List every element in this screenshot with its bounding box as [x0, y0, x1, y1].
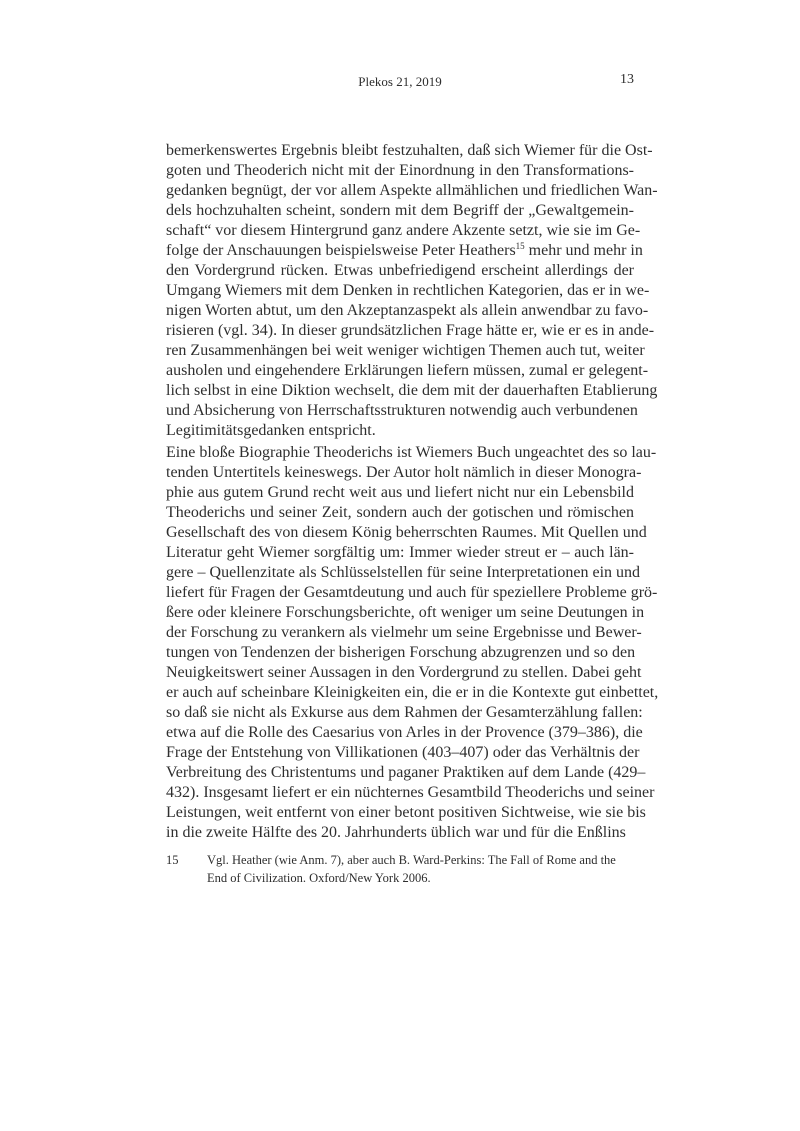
footnote-line: End of Civilization. Oxford/New York 2006.	[207, 871, 431, 885]
footnote-line: Vgl. Heather (wie Anm. 7), aber auch B. Ward-Perkins: The Fall of Rome and the	[207, 853, 616, 867]
text-line: Gesellschaft des von diesem König beherrschten Raumes. Mit Quellen und	[166, 524, 647, 541]
text-line: ßere oder kleinere Forschungsberichte, oft weniger um seine Deutungen in	[166, 604, 645, 621]
text-line-segment: mehr und mehr in	[524, 242, 643, 259]
text-line: Theoderichs und seiner Zeit, sondern auch der gotischen und römischen	[166, 504, 634, 521]
text-line: gere – Quellenzitate als Schlüsselstellen für seine Interpretationen ein und	[166, 564, 641, 581]
text-line: goten und Theoderich nicht mit der Einordnung in den Transformations-	[166, 162, 634, 179]
footnote-number: 15	[166, 853, 179, 867]
text-line: 432). Insgesamt liefert er ein nüchternes Gesamtbild Theoderichs und seiner	[166, 784, 655, 801]
text-line: bemerkenswertes Ergebnis bleibt festzuhalten, daß sich Wiemer für die Ost-	[166, 142, 653, 159]
text-line: Neuigkeitswert seiner Aussagen in den Vordergrund zu stellen. Dabei geht	[166, 664, 642, 681]
text-line: so daß sie nicht als Exkurse aus dem Rahmen der Gesamterzählung fallen:	[166, 704, 643, 721]
text-line: gedanken begnügt, der vor allem Aspekte allmählichen und friedlichen Wan-	[166, 182, 658, 199]
text-line: risieren (vgl. 34). In dieser grundsätzlichen Frage hätte er, wie er es in ande-	[166, 322, 655, 339]
text-line	[166, 241, 643, 261]
text-line: dels hochzuhalten scheint, sondern mit dem Begriff der „Gewaltgemein-	[166, 202, 634, 219]
text-line: ausholen und eingehendere Erklärungen liefern müssen, zumal er gelegent-	[166, 362, 649, 379]
text-line-segment: folge der Anschauungen beispielsweise Peter Heathers	[166, 242, 516, 259]
text-line: den Vordergrund rücken. Etwas unbefriedigend erscheint allerdings der	[166, 262, 634, 279]
text-line: Frage der Entstehung von Villikationen (403–407) oder das Verhältnis der	[166, 744, 640, 761]
text-line: Verbreitung des Christentums und paganer Praktiken auf dem Lande (429–	[166, 764, 646, 781]
text-line: Literatur geht Wiemer sorgfältig um: Immer wieder streut er – auch län-	[166, 544, 634, 561]
text-line: etwa auf die Rolle des Caesarius von Arles in der Provence (379–386), die	[166, 724, 643, 741]
page-number: 13	[620, 72, 634, 87]
text-line: und Absicherung von Herrschaftsstrukturen notwendig auch verbundenen	[166, 402, 638, 419]
text-line: lich selbst in eine Diktion wechselt, die dem mit der dauerhaften Etablierung	[166, 382, 658, 399]
footnote-reference[interactable]: 15	[515, 241, 525, 251]
text-line: tungen von Tendenzen der bisherigen Forschung abzugrenzen und so den	[166, 644, 636, 661]
text-line: Umgang Wiemers mit dem Denken in rechtlichen Kategorien, das er in we-	[166, 282, 650, 299]
text-line: er auch auf scheinbare Kleinigkeiten ein, die er in die Kontexte gut einbettet,	[166, 684, 659, 701]
text-line: Leistungen, weit entfernt von einer betont positiven Sichtweise, wie sie bis	[166, 804, 646, 821]
text-line: Legitimitätsgedanken entspricht.	[166, 422, 376, 439]
text-line: schaft“ vor diesem Hintergrund ganz andere Akzente setzt, wie sie im Ge-	[166, 222, 641, 239]
text-line: phie aus gutem Grund recht weit aus und liefert nicht nur ein Lebensbild	[166, 484, 634, 501]
text-line: in die zweite Hälfte des 20. Jahrhunderts üblich war und für die Enßlins	[166, 824, 626, 841]
text-line: ren Zusammenhängen bei weit weniger wichtigen Themen auch tut, weiter	[166, 342, 645, 359]
text-line: Eine bloße Biographie Theoderichs ist Wiemers Buch ungeachtet des so lau-	[166, 444, 657, 461]
text-line: der Forschung zu verankern als vielmehr um seine Ergebnisse und Bewer-	[166, 624, 642, 641]
text-line: nigen Worten abtut, um den Akzeptanzaspekt als allein anwendbar zu favo-	[166, 302, 649, 319]
text-line: tenden Untertitels keineswegs. Der Autor holt nämlich in dieser Monogra-	[166, 464, 642, 481]
text-line: liefert für Fragen der Gesamtdeutung und auch für speziellere Probleme grö-	[166, 584, 658, 601]
running-head: Plekos 21, 2019	[358, 74, 442, 89]
